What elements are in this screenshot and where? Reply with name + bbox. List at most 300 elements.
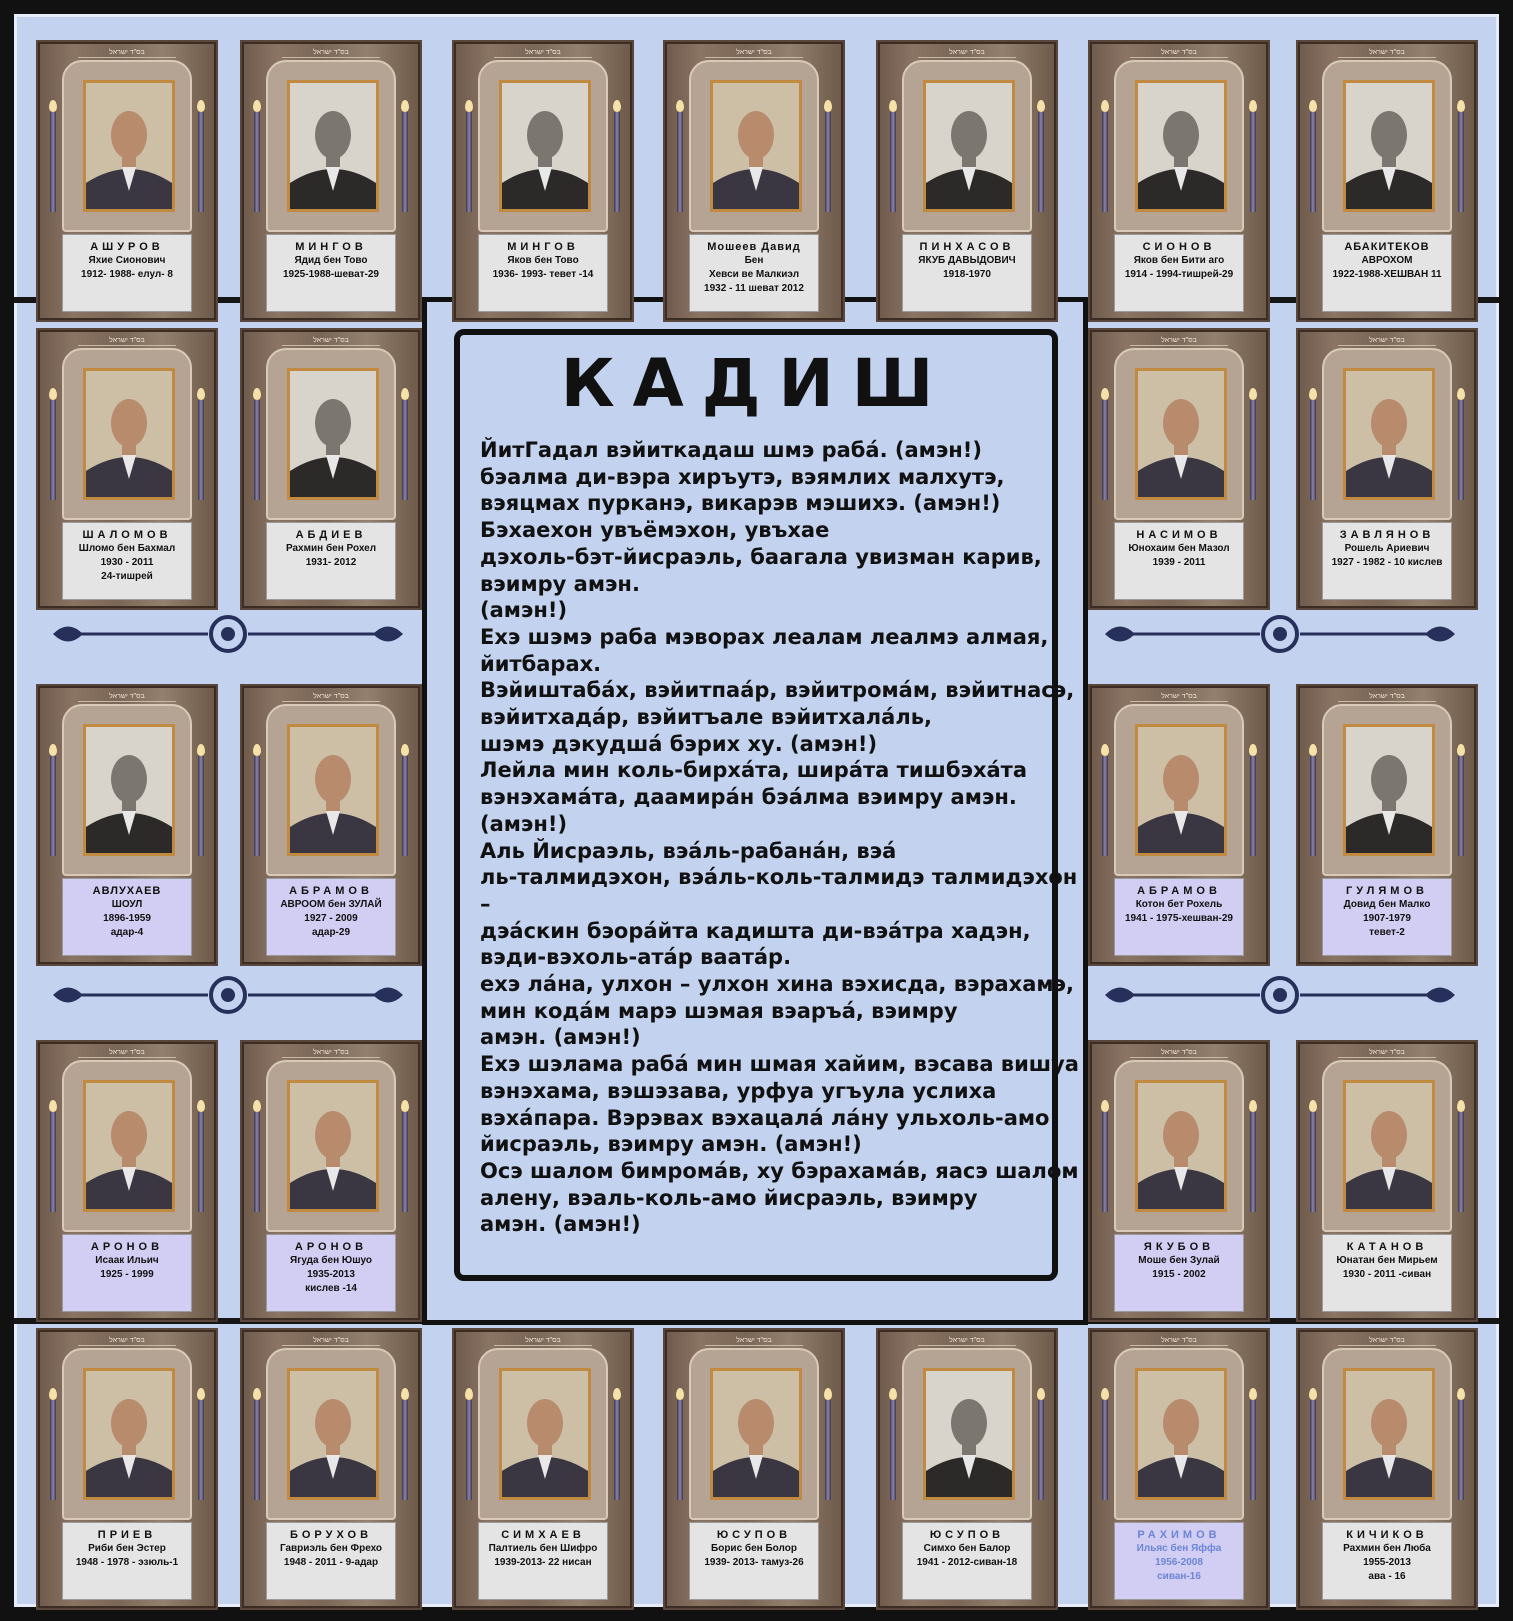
prayer-line: йисраэль, вэимру амэн. (амэн!) [480,1132,862,1157]
card-detail-line: Исаак Ильич [95,1255,159,1266]
card-header [1130,49,1228,58]
candle-flame-icon [824,100,832,112]
card-surname: МИНГОВ [295,241,367,253]
card-header [494,1337,592,1346]
memorial-card [1296,1040,1478,1322]
card-detail-line: Юнатан бен Мирьем [1336,1255,1438,1266]
candle-icon [1458,1112,1464,1212]
candle-icon [466,1400,472,1500]
card-detail-line: Рахмин бен Люба [1343,1543,1431,1554]
card-surname: АБРАМОВ [289,885,373,897]
candle-icon [1458,112,1464,212]
card-header-text: בס"ד ישראל [313,337,349,344]
candle-flame-icon [253,1100,261,1112]
card-surname: ЮСУПОВ [716,1529,792,1541]
candle-flame-icon [1457,1388,1465,1400]
card-detail-line: 1907-1979 [1363,913,1411,924]
card-header-text: בס"ד ישראל [313,49,349,56]
candle-icon [198,1112,204,1212]
card-detail-line: адар-29 [311,927,351,938]
memorial-card [452,1328,634,1610]
candle-flame-icon [197,744,205,756]
candle-icon [198,1400,204,1500]
card-surname: ПРИЕВ [97,1529,157,1541]
name-plate [266,878,396,956]
card-detail-line: 1931- 2012 [305,557,357,568]
candle-icon [614,1400,620,1500]
portrait-photo [923,80,1015,212]
portrait-photo [1343,80,1435,212]
card-header-text: בס"ד ישראל [109,49,145,56]
candle-icon [1250,1112,1256,1212]
card-detail-line: Шломо бен Бахмал [78,543,176,554]
card-surname: ЮСУПОВ [929,1529,1005,1541]
card-header [282,693,380,702]
memorial-card [36,40,218,322]
card-detail-line: тевет-2 [1369,927,1405,938]
portrait-photo [710,80,802,212]
memorial-card [1088,1040,1270,1322]
card-header-text: בס"ד ישראל [1161,1049,1197,1056]
candle-flame-icon [401,1100,409,1112]
card-surname: АВЛУХАЕВ [92,885,162,897]
candle-icon [50,400,56,500]
candle-icon [825,112,831,212]
card-surname: ШАЛОМОВ [82,529,172,541]
candle-icon [825,1400,831,1500]
card-header-text: בס"ד ישראל [1369,49,1405,56]
name-plate [902,234,1032,312]
card-detail-line: 1948 - 1978 - эзюль-1 [75,1557,179,1568]
ornament-divider [48,975,408,1015]
card-detail-line: 1936- 1993- тевет -14 [492,269,594,280]
name-plate [266,1234,396,1312]
prayer-line: ль-талмидэхон, вэáль-коль-талмидэ талмидэхон [480,865,1078,890]
candle-flame-icon [197,1100,205,1112]
card-header [1338,693,1436,702]
candle-icon [254,756,260,856]
candle-icon [614,112,620,212]
card-detail-line: 1939 - 2011 [1152,557,1206,568]
name-plate [1114,1234,1244,1312]
prayer-line: Осэ шалом бимромáв, ху бэрахамáв, яасэ шалом [480,1158,1079,1183]
card-detail-line: кислев -14 [305,1283,357,1294]
ornament-divider [1100,975,1460,1015]
candle-flame-icon [1249,744,1257,756]
card-detail-line: 1939- 2013- тамуз-26 [704,1557,804,1568]
ornament-divider [1100,614,1460,654]
candle-flame-icon [253,100,261,112]
card-header-text: בס"ד ישראל [1161,337,1197,344]
card-header [282,49,380,58]
candle-icon [677,112,683,212]
candle-icon [677,1400,683,1500]
candle-flame-icon [1457,744,1465,756]
portrait-photo [287,1080,379,1212]
candle-icon [1102,756,1108,856]
candle-flame-icon [401,1388,409,1400]
candle-flame-icon [676,1388,684,1400]
card-header-text: בס"ד ישראל [109,693,145,700]
candle-icon [1310,1400,1316,1500]
memorial-card [876,40,1058,322]
candle-flame-icon [889,100,897,112]
candle-flame-icon [401,388,409,400]
candle-flame-icon [465,100,473,112]
prayer-line: вэимру амэн. [480,571,640,596]
candle-flame-icon [1101,744,1109,756]
candle-icon [1250,1400,1256,1500]
portrait-photo [1343,1368,1435,1500]
candle-icon [254,1112,260,1212]
prayer-line: Бэхаехон увъёмэхон, увъхае [480,518,830,543]
card-detail-line: Бен [744,255,764,266]
kadish-prayer-text [480,437,1079,1238]
prayer-line: дэхоль-бэт-йисраэль, баагала увизман карив, [480,544,1042,569]
candle-icon [254,1400,260,1500]
prayer-line: бэалма ди-вэра хиръутэ, вэямлих малхутэ, [480,464,1005,489]
card-header [918,1337,1016,1346]
candle-flame-icon [1101,1388,1109,1400]
card-surname: АРОНОВ [90,1241,164,1253]
candle-flame-icon [49,744,57,756]
card-surname: СИОНОВ [1142,241,1216,253]
name-plate [62,1234,192,1312]
card-detail-line: 1922-1988-ХЕШВАН 11 [1332,269,1442,280]
candle-flame-icon [613,1388,621,1400]
card-header-text: בס"ד ישראל [313,1049,349,1056]
card-detail-line: 1912- 1988- елул- 8 [81,269,173,280]
name-plate [1322,522,1452,600]
card-detail-line: 1914 - 1994-тишрей-29 [1124,269,1234,280]
portrait-photo [83,724,175,856]
card-detail-line: Риби бен Эстер [88,1543,166,1554]
memorial-card [452,40,634,322]
card-detail-line: 1941 - 2012-сиван-18 [916,1557,1018,1568]
name-plate [62,234,192,312]
candle-flame-icon [1101,1100,1109,1112]
portrait-photo [1135,368,1227,500]
card-header [1130,1049,1228,1058]
memorial-card [876,1328,1058,1610]
card-detail-line: Довид бен Малко [1343,899,1431,910]
card-detail-line: 1932 - 11 шеват 2012 [704,283,804,294]
candle-flame-icon [1309,388,1317,400]
name-plate [266,1522,396,1600]
memorial-card [240,1328,422,1610]
candle-icon [1102,400,1108,500]
candle-flame-icon [1037,100,1045,112]
candle-flame-icon [1249,100,1257,112]
candle-icon [1310,112,1316,212]
name-plate [62,1522,192,1600]
card-detail-line: 1925-1988-шеват-29 [283,269,379,280]
card-header [78,49,176,58]
candle-icon [1102,1112,1108,1212]
portrait-photo [1135,1368,1227,1500]
name-plate [689,234,819,312]
memorial-card [1296,684,1478,966]
portrait-photo [1135,724,1227,856]
candle-flame-icon [613,100,621,112]
name-plate [902,1522,1032,1600]
portrait-photo [1343,1080,1435,1212]
card-surname: Мошеев Давид [707,241,801,253]
card-header-text: בס"ד ישראל [1369,693,1405,700]
portrait-photo [1343,724,1435,856]
candle-icon [402,1400,408,1500]
card-header [282,337,380,346]
card-surname: СИМХАЕВ [501,1529,585,1541]
portrait-photo [287,368,379,500]
name-plate [62,878,192,956]
card-detail-line: Яхие Сионович [88,255,166,266]
card-detail-line: ЯКУБ ДАВЫДОВИЧ [918,255,1016,266]
portrait-photo [1135,80,1227,212]
card-detail-line: АВРООМ бен ЗУЛАЙ [280,899,382,910]
memorial-card [240,684,422,966]
candle-flame-icon [1037,1388,1045,1400]
candle-flame-icon [465,1388,473,1400]
prayer-line: ехэ лáна, улхон – улхон хина вэхисда, вэрахамэ, [480,972,1074,997]
prayer-line: амэн. (амэн!) [480,1212,641,1237]
name-plate [1114,878,1244,956]
name-plate [1322,1234,1452,1312]
card-header [1338,1337,1436,1346]
card-surname: ЯКУБОВ [1143,1241,1215,1253]
candle-flame-icon [253,1388,261,1400]
name-plate [1114,522,1244,600]
prayer-line: алену, вэаль-коль-амо йисраэль, вэимру [480,1185,978,1210]
candle-icon [466,112,472,212]
kadish-title: КАДИШ [560,345,952,422]
card-header-text: בס"ד ישראל [736,49,772,56]
portrait-photo [499,1368,591,1500]
card-detail-line: 1927 - 2009 [304,913,358,924]
card-header [494,49,592,58]
card-header-text: בס"ד ישראל [949,1337,985,1344]
candle-icon [1458,400,1464,500]
prayer-line: дэáскин бэорáйта кадишта ди-вэáтра хадэн, [480,918,1031,943]
name-plate [1114,234,1244,312]
card-surname: ЗАВЛЯНОВ [1339,529,1435,541]
candle-icon [1038,112,1044,212]
candle-flame-icon [49,1100,57,1112]
card-detail-line: 1948 - 2011 - 9-адар [283,1557,379,1568]
candle-flame-icon [401,100,409,112]
card-detail-line: Рошель Ариевич [1344,543,1430,554]
memorial-card [36,328,218,610]
candle-flame-icon [253,744,261,756]
card-surname: ПИНХАСОВ [919,241,1015,253]
name-plate [689,1522,819,1600]
card-header-text: בס"ד ישראל [1161,49,1197,56]
card-header-text: בס"ד ישראל [949,49,985,56]
candle-flame-icon [253,388,261,400]
prayer-line: ЙитГадал вэйиткадаш шмэ рабá. (амэн!) [480,438,982,462]
portrait-photo [83,1368,175,1500]
candle-icon [1458,756,1464,856]
candle-icon [50,1112,56,1212]
card-detail-line: Ядид бен Тово [294,255,368,266]
card-header-text: בס"ד ישראל [313,693,349,700]
ornament-divider [48,614,408,654]
memorial-card [240,328,422,610]
memorial-card [36,1328,218,1610]
card-header [918,49,1016,58]
card-surname: КИЧИКОВ [1346,1529,1428,1541]
card-detail-line: 1930 - 2011 -сиван [1342,1269,1432,1280]
card-header-text: בס"ד ישראל [1161,693,1197,700]
card-surname: МИНГОВ [507,241,579,253]
prayer-line: Ехэ шэмэ раба мэворах леалам леалмэ алмая, [480,624,1049,649]
candle-icon [402,400,408,500]
candle-icon [198,756,204,856]
candle-flame-icon [1309,1388,1317,1400]
card-detail-line: 1918-1970 [943,269,991,280]
card-header [1338,1049,1436,1058]
portrait-photo [83,80,175,212]
card-header-text: בס"ד ישראל [1369,1337,1405,1344]
card-detail-line: 24-тишрей [101,571,153,582]
card-detail-line: Рахмин бен Рохел [285,543,377,554]
candle-icon [1250,400,1256,500]
card-surname: АБДИЕВ [295,529,367,541]
prayer-line: Ехэ шэлама рабá мин шмая хайим, вэсава вишуа [480,1052,1079,1077]
candle-flame-icon [401,744,409,756]
prayer-line: йитбарах. [480,651,602,676]
card-detail-line: ава - 16 [1368,1571,1406,1582]
candle-icon [1310,1112,1316,1212]
card-detail-line: Ягуда бен Юшуо [290,1255,372,1266]
candle-flame-icon [824,1388,832,1400]
portrait-photo [287,80,379,212]
memorial-card [663,40,845,322]
candle-icon [198,400,204,500]
prayer-line: – [480,891,491,916]
card-header [1130,337,1228,346]
prayer-line: вэди-вэхоль-атáр ваатáр. [480,945,792,970]
candle-icon [402,756,408,856]
candle-flame-icon [197,388,205,400]
candle-icon [1038,1400,1044,1500]
card-surname: РАХИМОВ [1137,1529,1221,1541]
card-header [78,693,176,702]
candle-flame-icon [1101,388,1109,400]
card-header-text: בס"ד ישראל [109,337,145,344]
card-detail-line: Симхо бен Балор [923,1543,1011,1554]
card-detail-line: 1927 - 1982 - 10 кислев [1331,557,1443,568]
candle-flame-icon [1457,1100,1465,1112]
portrait-photo [83,1080,175,1212]
card-header-text: בס"ד ישראל [109,1049,145,1056]
candle-flame-icon [1309,744,1317,756]
memorial-card [240,40,422,322]
card-header-text: בס"ד ישראל [1369,1049,1405,1056]
card-detail-line: Ильяс бен Яффа [1136,1543,1222,1554]
card-detail-line: Хевси ве Малкиэл [708,269,800,280]
candle-flame-icon [676,100,684,112]
card-surname: ГУЛЯМОВ [1346,885,1428,897]
name-plate [1322,1522,1452,1600]
card-detail-line: Гавриэль бен Фрехо [279,1543,383,1554]
memorial-card [36,1040,218,1322]
card-detail-line: АВРОХОМ [1361,255,1413,266]
card-detail-line: Юнохаим бен Мазол [1128,543,1230,554]
card-detail-line: 1935-2013 [307,1269,355,1280]
memorial-card [1088,40,1270,322]
prayer-line: Вэйиштабáх, вэйитпаáр, вэйитромáм, вэйитнасэ, [480,678,1075,703]
card-header-text: בס"ד ישראל [1161,1337,1197,1344]
card-detail-line: 1956-2008 [1155,1557,1203,1568]
candle-flame-icon [197,100,205,112]
card-header [705,49,803,58]
card-detail-line: Моше бен Зулай [1138,1255,1220,1266]
card-surname: АБАКИТЕКОВ [1344,241,1430,253]
card-surname: АШУРОВ [90,241,164,253]
memorial-card [240,1040,422,1322]
candle-icon [198,112,204,212]
card-header [78,1049,176,1058]
candle-icon [890,1400,896,1500]
portrait-photo [1343,368,1435,500]
card-header-text: בס"ד ישראל [525,49,561,56]
candle-icon [254,112,260,212]
card-detail-line: 1930 - 2011 [100,557,154,568]
candle-flame-icon [1309,1100,1317,1112]
card-detail-line: 1955-2013 [1363,1557,1411,1568]
candle-icon [254,400,260,500]
portrait-photo [710,1368,802,1500]
name-plate [62,522,192,600]
prayer-line: (амэн!) [480,598,568,623]
card-header [1338,49,1436,58]
candle-icon [1250,756,1256,856]
prayer-line: вэнэхамáта, даамирáн бэáлма вэимру амэн. [480,785,1017,810]
name-plate [1114,1522,1244,1600]
candle-flame-icon [197,1388,205,1400]
card-header-text: בס"ד ישראל [525,1337,561,1344]
candle-icon [1458,1400,1464,1500]
card-detail-line: Борис бен Болор [711,1543,797,1554]
card-surname: АРОНОВ [294,1241,368,1253]
card-header [1130,1337,1228,1346]
candle-flame-icon [1249,388,1257,400]
memorial-card [36,684,218,966]
card-detail-line: 1925 - 1999 [100,1269,154,1280]
candle-icon [1250,112,1256,212]
card-header [78,337,176,346]
memorial-card [1088,684,1270,966]
card-header [705,1337,803,1346]
card-detail-line: Яков бен Бити аго [1133,255,1225,266]
candle-flame-icon [49,388,57,400]
card-header-text: בס"ד ישראל [313,1337,349,1344]
name-plate [266,522,396,600]
name-plate [1322,234,1452,312]
prayer-line: вэхáпара. Вэрэвах вэхацалá лáну ульхоль-амо [480,1105,1050,1130]
candle-flame-icon [1101,100,1109,112]
card-header-text: בס"ד ישראל [1369,337,1405,344]
card-detail-line: 1939-2013- 22 нисан [494,1557,592,1568]
memorial-card [1296,328,1478,610]
candle-icon [890,112,896,212]
name-plate [478,1522,608,1600]
candle-icon [1102,1400,1108,1500]
card-header [78,1337,176,1346]
portrait-photo [923,1368,1015,1500]
card-surname: НАСИМОВ [1136,529,1222,541]
